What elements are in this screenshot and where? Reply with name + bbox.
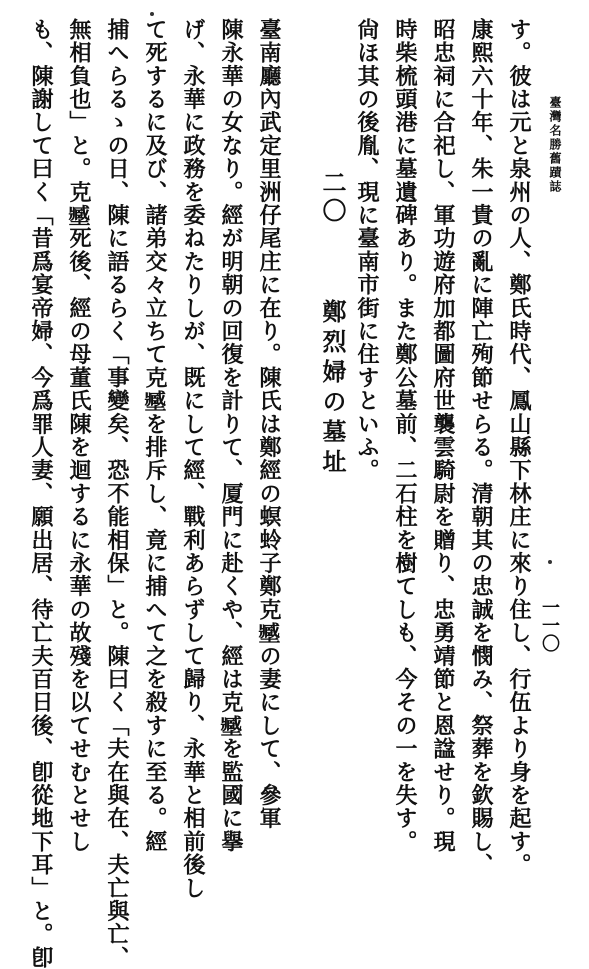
section-number: 二〇: [318, 170, 347, 226]
text-column: も、陳謝して曰く「昔爲宴帝婦、今爲罪人妻、願出居、待亡夫百日後、卽從地下耳」と。卽: [28, 18, 54, 969]
text-column: 捕へらるゝの日、陳に語るらく「事變矣、恐不能相保」と。陳曰く「夫在與在、夫亡與亡、: [104, 18, 130, 969]
page-number: 一一〇: [539, 598, 560, 652]
text-column: 臺南廳內武定里洲仔尾庄に在り。陳氏は鄭經の螟蛉子鄭克𡒉の妻にして、參軍: [256, 18, 282, 830]
print-speck: [548, 560, 552, 564]
text-column: て死するに及び、諸弟交々立ちて克𡒉を排斥し、竟に捕へて之を殺すに至る。經: [142, 18, 168, 854]
text-column: 昭忠祠に合祀し、軍功遊府加都圖府世襲雲騎尉を贈り、忠勇靖節と恩諡せり。現: [430, 18, 456, 854]
text-column: 陳永華の女なり。經が明朝の回復を計りて、厦門に赴くや、經は克𡒉を監國に擧: [218, 18, 244, 854]
running-head: 臺灣名勝舊蹟誌: [548, 96, 562, 194]
text-column: 康熙六十年、朱一貴の亂に陣亡殉節せらる。清朝其の忠誠を憫み、祭葬を欽賜し、: [468, 18, 494, 877]
text-column: す。彼は元と泉州の人、鄭氏時代、鳳山縣下林庄に來り住し、行伍より身を起す。: [506, 18, 532, 877]
text-column: 時柴梳頭港に墓遺碑あり。また鄭公墓前、二石柱を樹てしも、今その一を失す。: [392, 18, 418, 854]
section-title: 鄭烈婦の墓址: [318, 299, 347, 479]
text-column: 無相負也」と。克𡒉死後、經の母董氏陳を迴するに永華の故殘を以てせむとせし: [66, 18, 92, 854]
text-column: げ、永華に政務を委ねたりしが、既にして經、戰利あらずして歸り、永華と相前後し: [180, 18, 206, 900]
print-speck: [150, 12, 154, 16]
section-heading: [312, 170, 352, 479]
text-column: 尙ほ其の後胤、現に臺南市街に住すといふ。: [354, 18, 380, 482]
